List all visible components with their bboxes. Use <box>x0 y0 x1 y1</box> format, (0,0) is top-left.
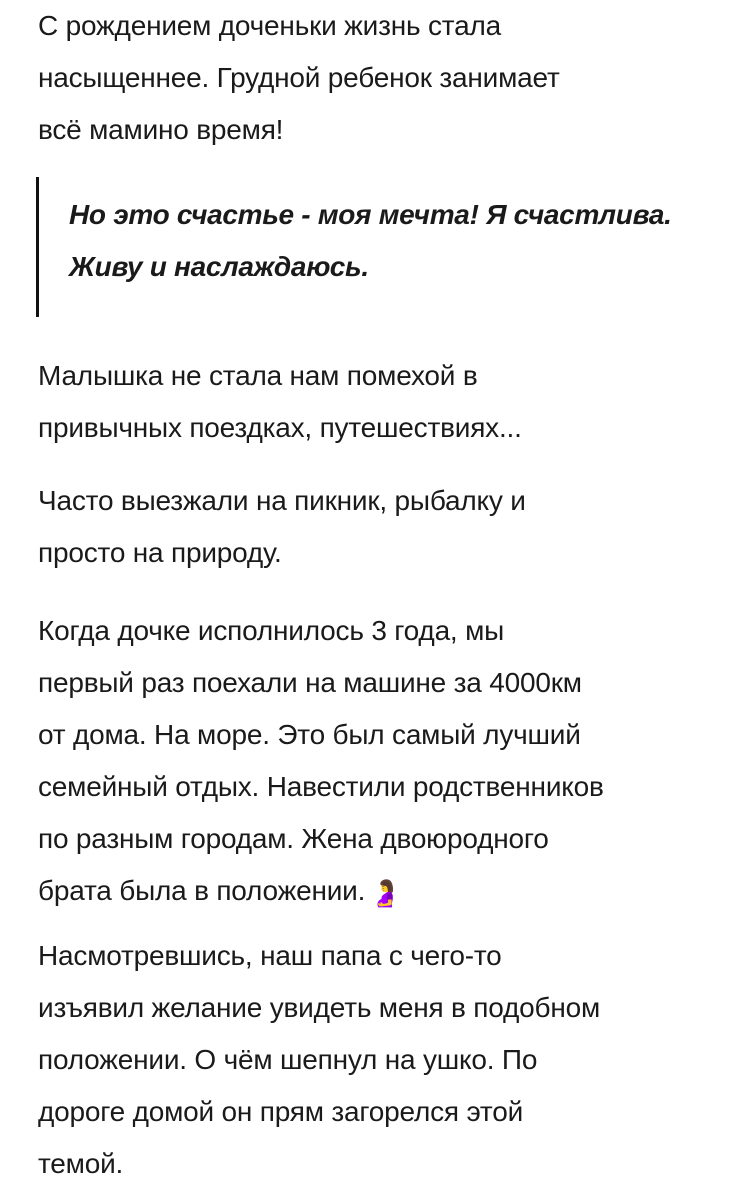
text-line: С рождением доченьки жизнь стала <box>38 10 501 41</box>
text-line: Насмотревшись, наш папа с чего-то <box>38 940 502 971</box>
blockquote <box>36 177 719 317</box>
paragraph-dad-wish <box>38 930 718 1190</box>
text-line: семейный отдых. Навестили родственников <box>38 771 604 802</box>
paragraph-trips <box>38 350 718 454</box>
text-line: привычных поездках, путешествиях... <box>38 412 522 443</box>
paragraph-sea-trip <box>38 605 718 917</box>
text-line: по разным городам. Жена двоюродного <box>38 823 549 854</box>
paragraph-picnic <box>38 475 718 579</box>
text-line: Часто выезжали на пикник, рыбалку и <box>38 485 526 516</box>
quote-line: Живу и наслаждаюсь. <box>69 251 369 282</box>
text-line: изъявил желание увидеть меня в подобном <box>38 992 601 1023</box>
blockquote-text <box>69 189 672 293</box>
pregnant-woman-icon: 🤰 <box>369 879 402 909</box>
text-line: просто на природу. <box>38 537 282 568</box>
text-line <box>38 865 718 917</box>
quote-line: Но это счастье - моя мечта! Я счастлива. <box>69 199 672 230</box>
text-line: дороге домой он прям загорелся этой <box>38 1096 524 1127</box>
text-line: темой. <box>38 1148 124 1179</box>
text-line: от дома. На море. Это был самый лучший <box>38 719 581 750</box>
text-line: положении. О чём шепнул на ушко. По <box>38 1044 538 1075</box>
text-line: Когда дочке исполнилось 3 года, мы <box>38 615 505 646</box>
text-line: первый раз поехали на машине за 4000км <box>38 667 582 698</box>
paragraph-intro <box>38 0 718 156</box>
text-line: насыщеннее. Грудной ребенок занимает <box>38 62 560 93</box>
text-line: всё мамино время! <box>38 114 284 145</box>
text-line-content: брата была в положении. <box>38 875 366 906</box>
text-line: Малышка не стала нам помехой в <box>38 360 478 391</box>
